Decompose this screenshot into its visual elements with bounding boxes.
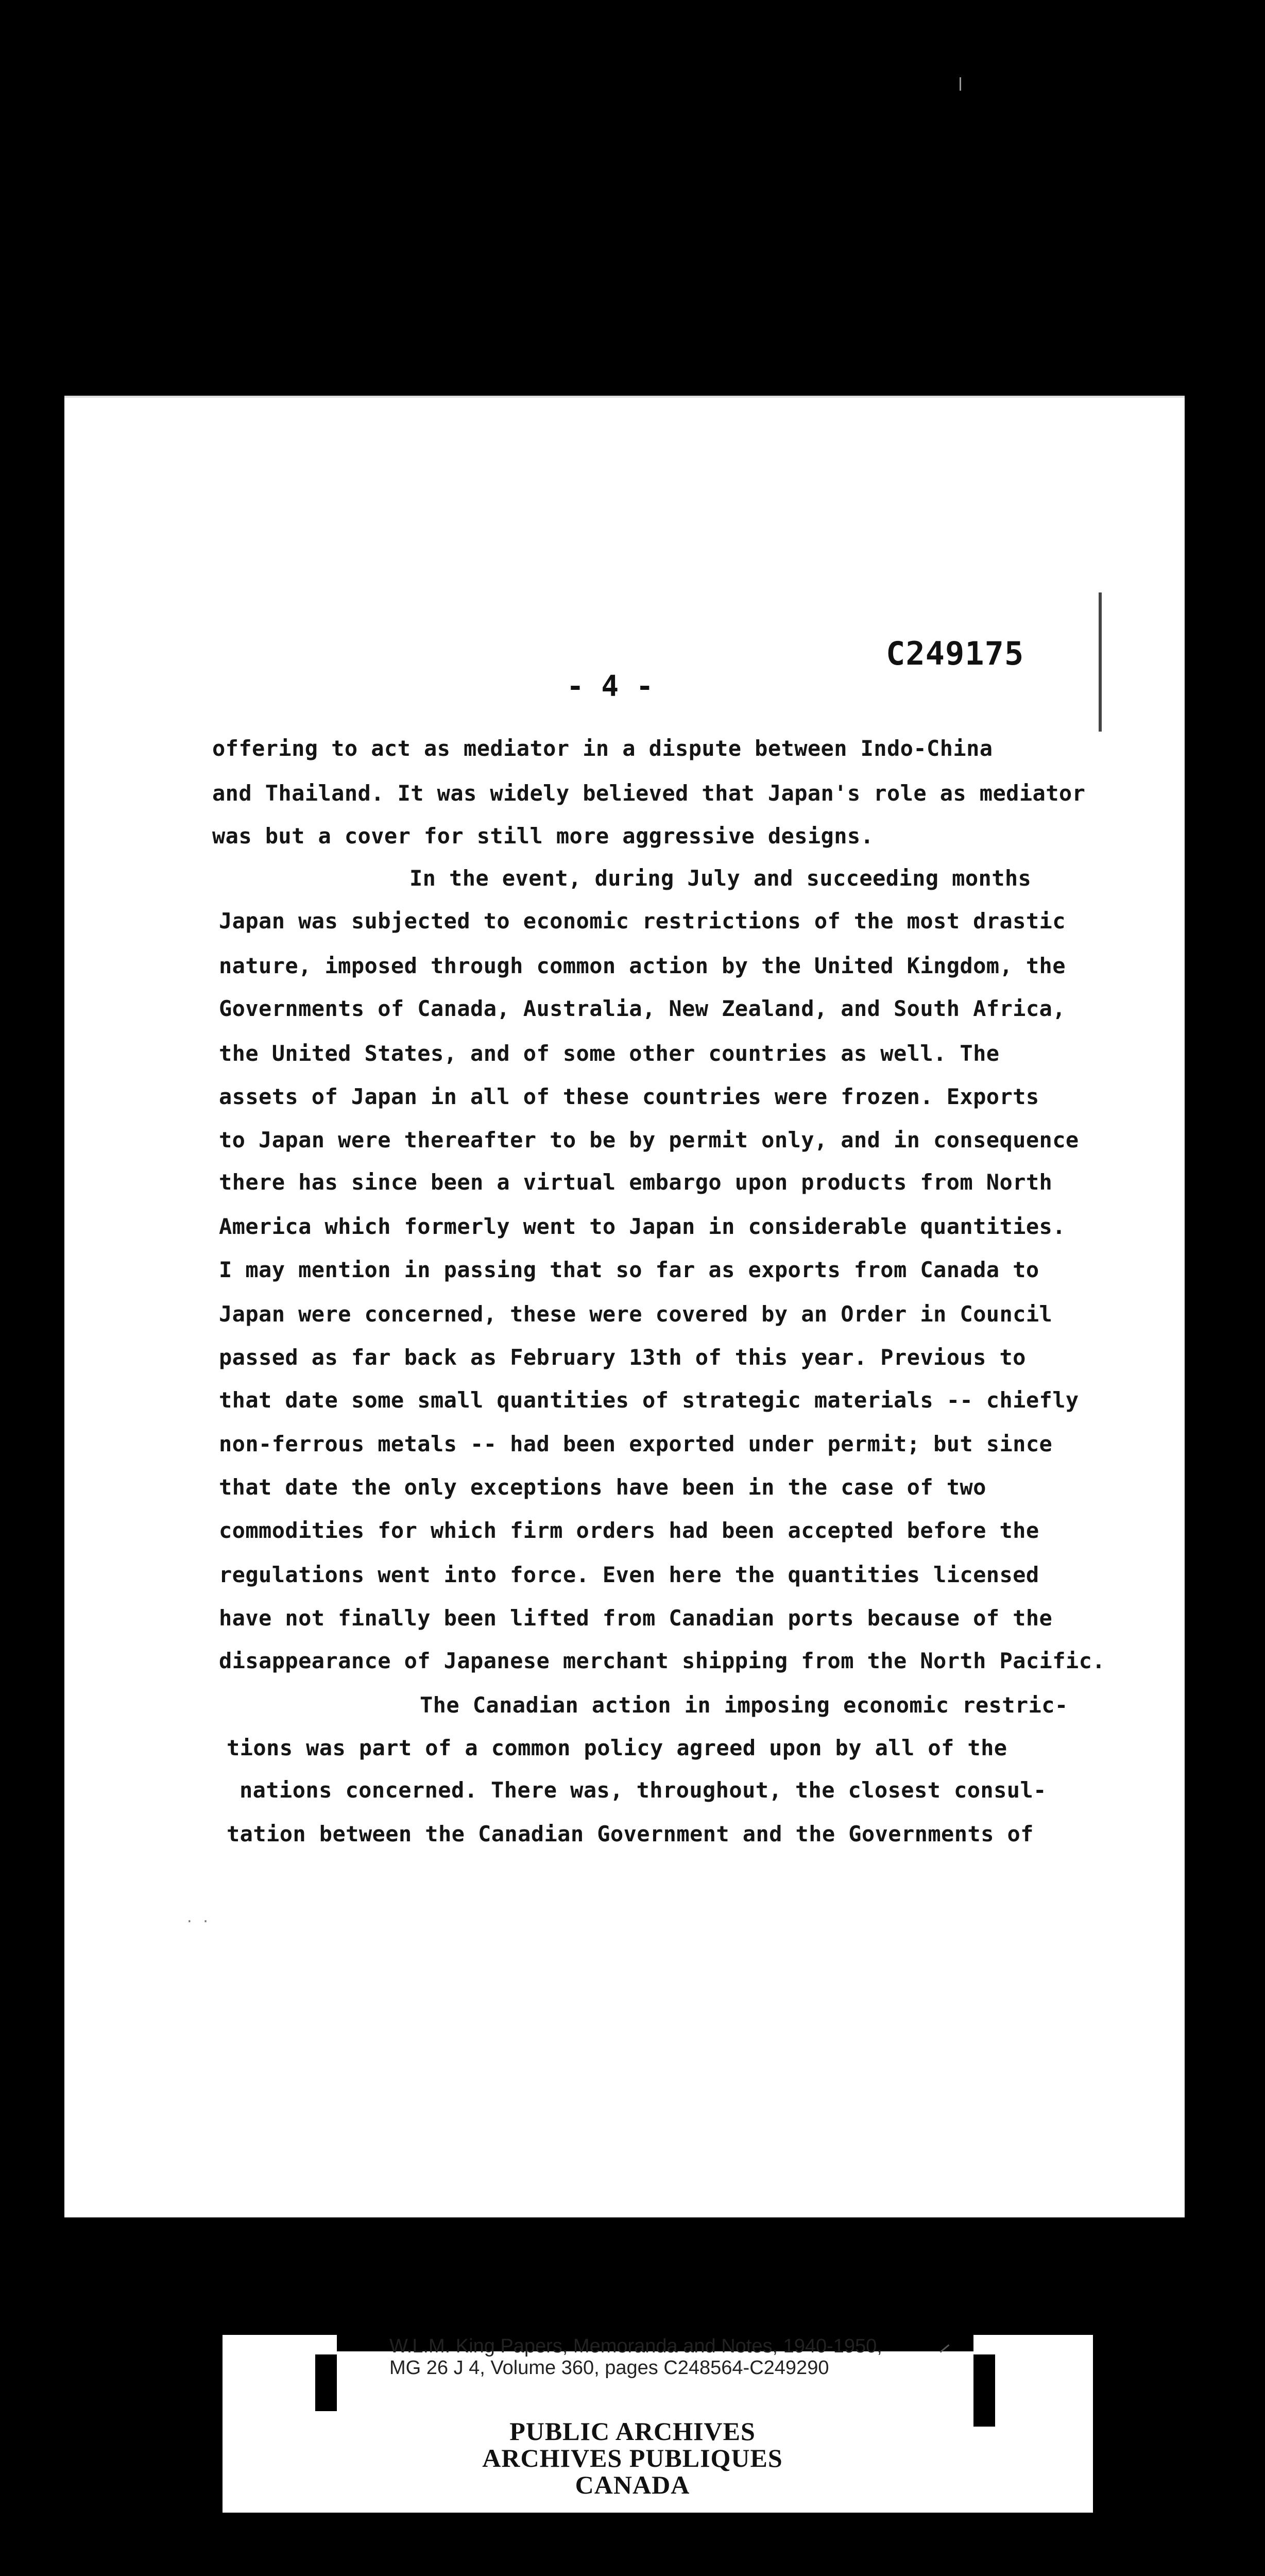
text-line: non-ferrous metals -- had been exported under permit; but since [219, 1431, 1053, 1456]
text-line: nations concerned. There was, throughout, the closest consul- [240, 1777, 1047, 1803]
label-clip-left [315, 2354, 337, 2411]
text-line: have not finally been lifted from Canadian ports because of the [219, 1605, 1053, 1631]
text-line: Japan was subjected to economic restrictions of the most drastic [219, 908, 1066, 934]
text-line: was but a cover for still more aggressive designs. [212, 823, 874, 849]
text-line: I may mention in passing that so far as exports from Canada to [219, 1257, 1039, 1282]
archive-reference-line-2: MG 26 J 4, Volume 360, pages C248564-C249290 [389, 2357, 829, 2379]
archive-institution-fr: ARCHIVES PUBLIQUES [482, 2444, 783, 2472]
text-line: In the event, during July and succeeding months [409, 866, 1032, 891]
text-line: that date some small quantities of strategic materials -- chiefly [219, 1387, 1079, 1413]
text-line: disappearance of Japanese merchant shipping from the North Pacific. [219, 1648, 1105, 1673]
text-line: Japan were concerned, these were covered by an Order in Council [219, 1301, 1053, 1327]
page-number: - 4 - [567, 670, 654, 703]
page-edge-line [1099, 592, 1102, 732]
label-clip-right [973, 2354, 995, 2427]
archive-institution-en: PUBLIC ARCHIVES [509, 2417, 756, 2446]
text-line: passed as far back as February 13th of this year. Previous to [219, 1345, 1026, 1370]
text-line: tation between the Canadian Government and the Governments of [227, 1821, 1034, 1846]
text-line: that date the only exceptions have been in the case of two [219, 1475, 986, 1500]
text-line: to Japan were thereafter to be by permit only, and in consequence [219, 1127, 1079, 1153]
text-line: there has since been a virtual embargo upon products from North [219, 1170, 1053, 1195]
scan-artifact-mark [960, 77, 961, 91]
scan-speckle: · · [185, 1914, 210, 1929]
text-line: the United States, and of some other countries as well. The [219, 1041, 1000, 1066]
archive-reference-line-1: W.L.M. King Papers, Memoranda and Notes, 1940-1950, [389, 2335, 882, 2357]
text-line: The Canadian action in imposing economic restric- [420, 1692, 1068, 1718]
document-id-stamp: C249175 [886, 635, 1024, 672]
text-line: commodities for which firm orders had been accepted before the [219, 1518, 1039, 1543]
text-line: tions was part of a common policy agreed upon by all of the [227, 1735, 1007, 1760]
text-line: America which formerly went to Japan in considerable quantities. [219, 1214, 1066, 1239]
text-line: nature, imposed through common action by the United Kingdom, the [219, 953, 1066, 978]
archive-country: CANADA [575, 2470, 690, 2499]
text-line: regulations went into force. Even here the quantities licensed [219, 1562, 1039, 1587]
text-line: assets of Japan in all of these countries were frozen. Exports [219, 1084, 1039, 1109]
text-line: Governments of Canada, Australia, New Zealand, and South Africa, [219, 996, 1066, 1021]
text-line: and Thailand. It was widely believed that Japan's role as mediator [212, 781, 1086, 806]
text-line: offering to act as mediator in a dispute between Indo-China [212, 736, 993, 761]
